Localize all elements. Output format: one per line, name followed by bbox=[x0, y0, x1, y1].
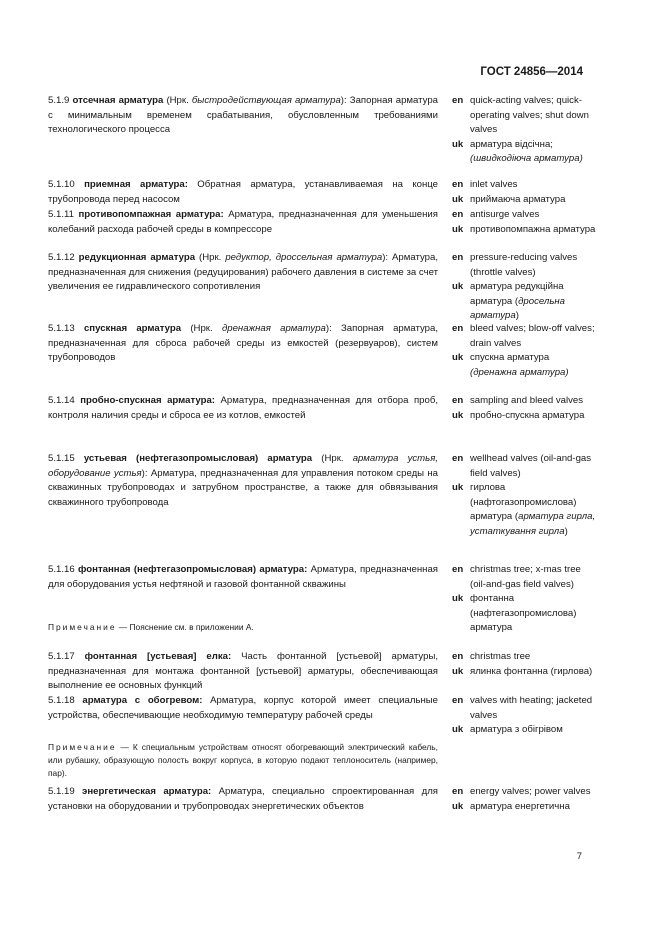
translations-5-1-17: en christmas tree uk ялинка фонтанна (гирлова) bbox=[452, 651, 593, 677]
term-entry-5-1-10: 5.1.10 приемная арматура: Обратная арматура, устанавливаемая на конце трубопровода перед насосом bbox=[48, 179, 438, 205]
note-2: Примечание — К специальным устройствам относят обогревающий электрический кабель, или рубашку, образующую полость вокруг корпуса, в которую подают теплоноситель (например, пар). bbox=[48, 742, 438, 778]
term-entry-5-1-11: 5.1.11 противопомпажная арматура: Арматура, предназначенная для уменьшения колебаний расхода рабочей среды в компрессоре bbox=[48, 209, 438, 235]
translations-5-1-9: en quick-acting valves; quick-operating valves; shut down valves uk арматура відсічна; (швидкодіюча арматура) bbox=[452, 95, 589, 165]
translations-5-1-15: en wellhead valves (oil-and-gas field valves) uk гирлова (нафтогазопромислова) арматура (арматура гирла, устаткування гирла) bbox=[452, 453, 596, 537]
term-entry-5-1-18: 5.1.18 арматура с обогревом: Арматура, корпус которой имеет специальные устройства, обеспечивающие необходимую температуру рабочей среды bbox=[48, 695, 438, 721]
translations-5-1-19: en energy valves; power valves uk арматура енергетична bbox=[452, 786, 591, 812]
term-entry-5-1-19: 5.1.19 энергетическая арматура: Арматура, специально спроектированная для установки на оборудовании и трубопроводах энергетических объектов bbox=[48, 786, 438, 812]
translations-5-1-12: en pressure-reducing valves (throttle valves) uk арматура редукційна арматура (дросельна арматура) bbox=[452, 252, 578, 322]
translations-5-1-14: en sampling and bleed valves uk пробно-спускна арматура bbox=[452, 395, 585, 421]
translations-5-1-11: en antisurge valves uk противопомпажна арматура bbox=[452, 209, 596, 235]
term-entry-5-1-17: 5.1.17 фонтанная [устьевая] елка: Часть фонтанной [устьевой] арматуры, предназначенная для монтажа фонтанной [устьевой] арматуры, обеспечивающая выполнение ее основных функций bbox=[48, 651, 439, 692]
note-1: Примечание — Пояснение см. в приложении А. bbox=[48, 622, 254, 632]
translations-5-1-13: en bleed valves; blow-off valves; drain valves uk спускна арматура (дренажна арматура) bbox=[452, 323, 595, 378]
term-entry-5-1-16: 5.1.16 фонтанная (нефтегазопромысловая) арматура: Арматура, предназначенная для оборудования устья нефтяной и газовой фонтанной скважины bbox=[48, 564, 439, 590]
translations-5-1-16: en christmas tree; x-mas tree (oil-and-gas field valves) uk фонтанна (нафтегазопромислова) арматура bbox=[452, 564, 581, 634]
translations-5-1-10: en inlet valves uk приймаюча арматура bbox=[452, 179, 566, 205]
term-entry-5-1-9: 5.1.9 отсечная арматура (Нрк. быстродействующая арматура): Запорная арматура с минимальным временем срабатывания, обусловленным требованиями технологического процесса bbox=[48, 95, 439, 136]
standard-header: ГОСТ 24856—2014 bbox=[480, 66, 583, 78]
term-entry-5-1-14: 5.1.14 пробно-спускная арматура: Арматура, предназначенная для отбора проб, контроля наличия среды и сброса ее из котлов, емкостей bbox=[48, 395, 439, 421]
term-entry-5-1-13: 5.1.13 спускная арматура (Нрк. дренажная арматура): Запорная арматура, предназначенная для сброса рабочей среды из емкостей (резервуаров), систем трубопроводов bbox=[48, 323, 439, 364]
term-entry-5-1-15: 5.1.15 устьевая (нефтегазопромысловая) арматура (Нрк. арматура устья, оборудование устья): Арматура, предназначенная для управления потоком среды на скважинных трубопроводах и затрубном пространстве, а также для обвязывания скважинного трубопровода bbox=[48, 453, 439, 508]
translations-5-1-18: en valves with heating; jacketed valves uk арматура з обігрівом bbox=[452, 695, 593, 736]
term-entry-5-1-12: 5.1.12 редукционная арматура (Нрк. редуктор, дроссельная арматура): Арматура, предназначенная для снижения (редуцирования) рабочего давления в системе за счет увеличения ее гидравлического сопротивления bbox=[48, 252, 438, 293]
page-number: 7 bbox=[576, 851, 582, 862]
